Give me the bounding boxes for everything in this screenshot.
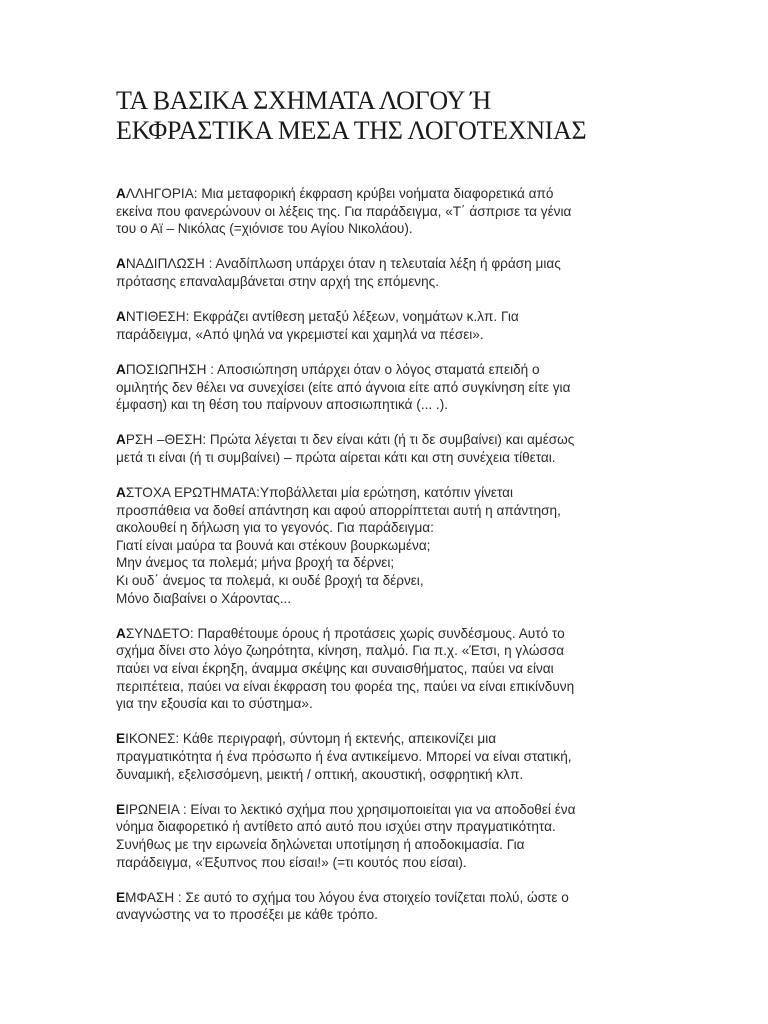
entry-initial: Ε: [116, 801, 126, 817]
entry-line: για την εξουσία και το σύστημα».: [116, 696, 313, 712]
entry-initial: Ε: [116, 889, 126, 905]
entry-line: [116, 431, 656, 449]
entry-line: παράδειγμα, «Έξυπνος που είσαι!» (=τι κουτός που είσαι).: [116, 854, 467, 870]
entry-line: νόημα διαφορετικό ή αντίθετο από αυτό που ισχύει στην πραγματικότητα.: [116, 819, 556, 835]
entry-asyndeton: [116, 625, 656, 713]
entry-initial: Α: [116, 256, 126, 272]
entry-line: [116, 255, 656, 273]
entry-anadiplosis: [116, 255, 656, 290]
entry-line: [116, 361, 656, 379]
entry-line: [116, 730, 656, 748]
entry-line: ακολουθεί η δήλωση για το γεγονός. Για παράδειγμα:: [116, 520, 434, 536]
entry-line: αναγνώστης να το προσέξει με κάθε τρόπο.: [116, 907, 378, 923]
entry-line: [116, 185, 656, 203]
entry-line: Γιατί είναι μαύρα τα βουνά και στέκουν βουρκωμένα;: [116, 537, 431, 553]
entry-allegory: [116, 185, 656, 238]
entry-line: ομιλητής δεν θέλει να συνεχίσει (είτε από άγνοια είτε από συγκίνηση είτε για: [116, 379, 571, 395]
entry-line: [116, 308, 656, 326]
entry-initial: Ε: [116, 731, 126, 747]
entry-antithesis: [116, 308, 656, 343]
entry-irony: [116, 801, 656, 871]
entry-rhetorical-questions: [116, 484, 656, 607]
entry-line: πραγματικότητα ή ένα πρόσωπο ή ένα αντικείμενο. Μπορεί να είναι στατική,: [116, 749, 572, 764]
entry-line: [116, 889, 656, 907]
entry-line: [116, 801, 656, 819]
title-line-1: ΤΑ ΒΑΣΙΚΑ ΣΧΗΜΑΤΑ ΛΟΓΟΥ Ή: [116, 86, 491, 115]
entry-text: ΝΤΙΘΕΣΗ: Εκφράζει αντίθεση μεταξύ λέξεων, νοημάτων κ.λπ. Για: [125, 309, 519, 325]
entry-line: προσπάθεια να δοθεί απάντηση και αφού απορρίπτεται αυτή η απάντηση,: [116, 502, 561, 518]
entry-line: Κι ουδ΄ άνεμος τα πολεμά, κι ουδέ βροχή τα δέρνει,: [116, 573, 424, 589]
entry-line: Μόνο διαβαίνει ο Χάροντας...: [116, 590, 292, 606]
entry-line: [116, 625, 656, 643]
entry-aposiopesis: [116, 361, 656, 414]
entry-text: ΝΑΔΙΠΛΩΣΗ : Αναδίπλωση υπάρχει όταν η τελευταία λέξη ή φράση μιας: [125, 256, 561, 272]
entry-text: ΣΥΝΔΕΤΟ: Παραθέτουμε όρους ή προτάσεις χωρίς συνδέσμους. Αυτό το: [125, 625, 565, 641]
entry-line: πρότασης επαναλαμβάνεται στην αρχή της επόμενης.: [116, 273, 439, 289]
entry-initial: Α: [116, 625, 126, 641]
entry-text: ΙΚΟΝΕΣ: Κάθε περιγραφή, σύντομη ή εκτενής, απεικονίζει μια: [125, 731, 497, 747]
entry-line: Μην άνεμος τα πολεμά; μήνα βροχή τα δέρνει;: [116, 555, 395, 571]
entry-line: Συνήθως με την ειρωνεία δηλώνεται υποτίμηση ή αποδοκιμασία. Για: [116, 836, 525, 852]
title-line-2: ΕΚΦΡΑΣΤΙΚΑ ΜΕΣΑ ΤΗΣ ΛΟΓΟΤΕΧΝΙΑΣ: [116, 116, 587, 145]
entry-initial: Α: [116, 432, 126, 448]
entry-arsi-thesi: [116, 431, 656, 466]
entry-text: ΠΟΣΙΩΠΗΣΗ : Αποσιώπηση υπάρχει όταν ο λόγος σταματά επειδή ο: [125, 361, 540, 377]
entry-initial: Α: [116, 361, 126, 377]
entry-text: ΙΡΩΝΕΙΑ : Είναι το λεκτικό σχήμα που χρησιμοποιείται για να αποδοθεί ένα: [125, 801, 576, 817]
entry-line: παράδειγμα, «Από ψηλά να γκρεμιστεί και χαμηλά να πέσει».: [116, 326, 484, 342]
entry-text: ΣΤΟΧΑ ΕΡΩΤΗΜΑΤΑ:Υποβάλλεται μία ερώτηση, κατόπιν γίνεται: [125, 485, 514, 501]
entry-text: ΛΛΗΓΟΡΙΑ: Μια μεταφορική έκφραση κρύβει νοήματα διαφορετικά από: [125, 186, 554, 201]
entry-line: παύει να είναι έκρηξη, άναμμα σκέψης και συναισθήματος, παύει να είναι: [116, 661, 554, 677]
entry-line: δυναμική, εξελισσόμενη, μεικτή / οπτική, ακουστική, οσφρητική κλπ.: [116, 766, 524, 782]
entry-images: [116, 730, 656, 783]
entry-text: ΜΦΑΣΗ : Σε αυτό το σχήμα του λόγου ένα στοιχείο τονίζεται πολύ, ώστε ο: [125, 889, 569, 905]
entry-line: μετά τι είναι (ή τι συμβαίνει) – πρώτα αίρεται κάτι και στη συνέχεια τίθεται.: [116, 449, 556, 465]
entry-line: έμφαση) και τη θέση του παίρνουν αποσιωπητικά (... .).: [116, 397, 449, 413]
entry-initial: Α: [116, 309, 126, 325]
entry-text: ΡΣΗ –ΘΕΣΗ: Πρώτα λέγεται τι δεν είναι κάτι (ή τι δε συμβαίνει) και αμέσως: [125, 432, 575, 448]
entry-initial: Α: [116, 485, 126, 501]
page-title: [116, 86, 736, 146]
entry-line: περιπέτεια, παύει να είναι έκφραση του φορέα της, παύει να είναι επικίνδυνη: [116, 678, 575, 694]
entry-line: σχήμα δίνει στο λόγο ζωηρότητα, κίνηση, παλμό. Για π.χ. «Έτσι, η γλώσσα: [116, 643, 565, 659]
entry-line: του ο Αϊ – Νικόλας (=χιόνισε του Αγίου Νικολάου).: [116, 221, 413, 237]
entry-emphasis: [116, 889, 656, 924]
entry-initial: Α: [116, 186, 126, 201]
document-body: [116, 185, 656, 942]
entry-line: [116, 484, 656, 502]
entry-line: εκείνα που φανερώνουν οι λέξεις της. Για παράδειγμα, «Τ΄ άσπρισε τα γένια: [116, 203, 572, 219]
